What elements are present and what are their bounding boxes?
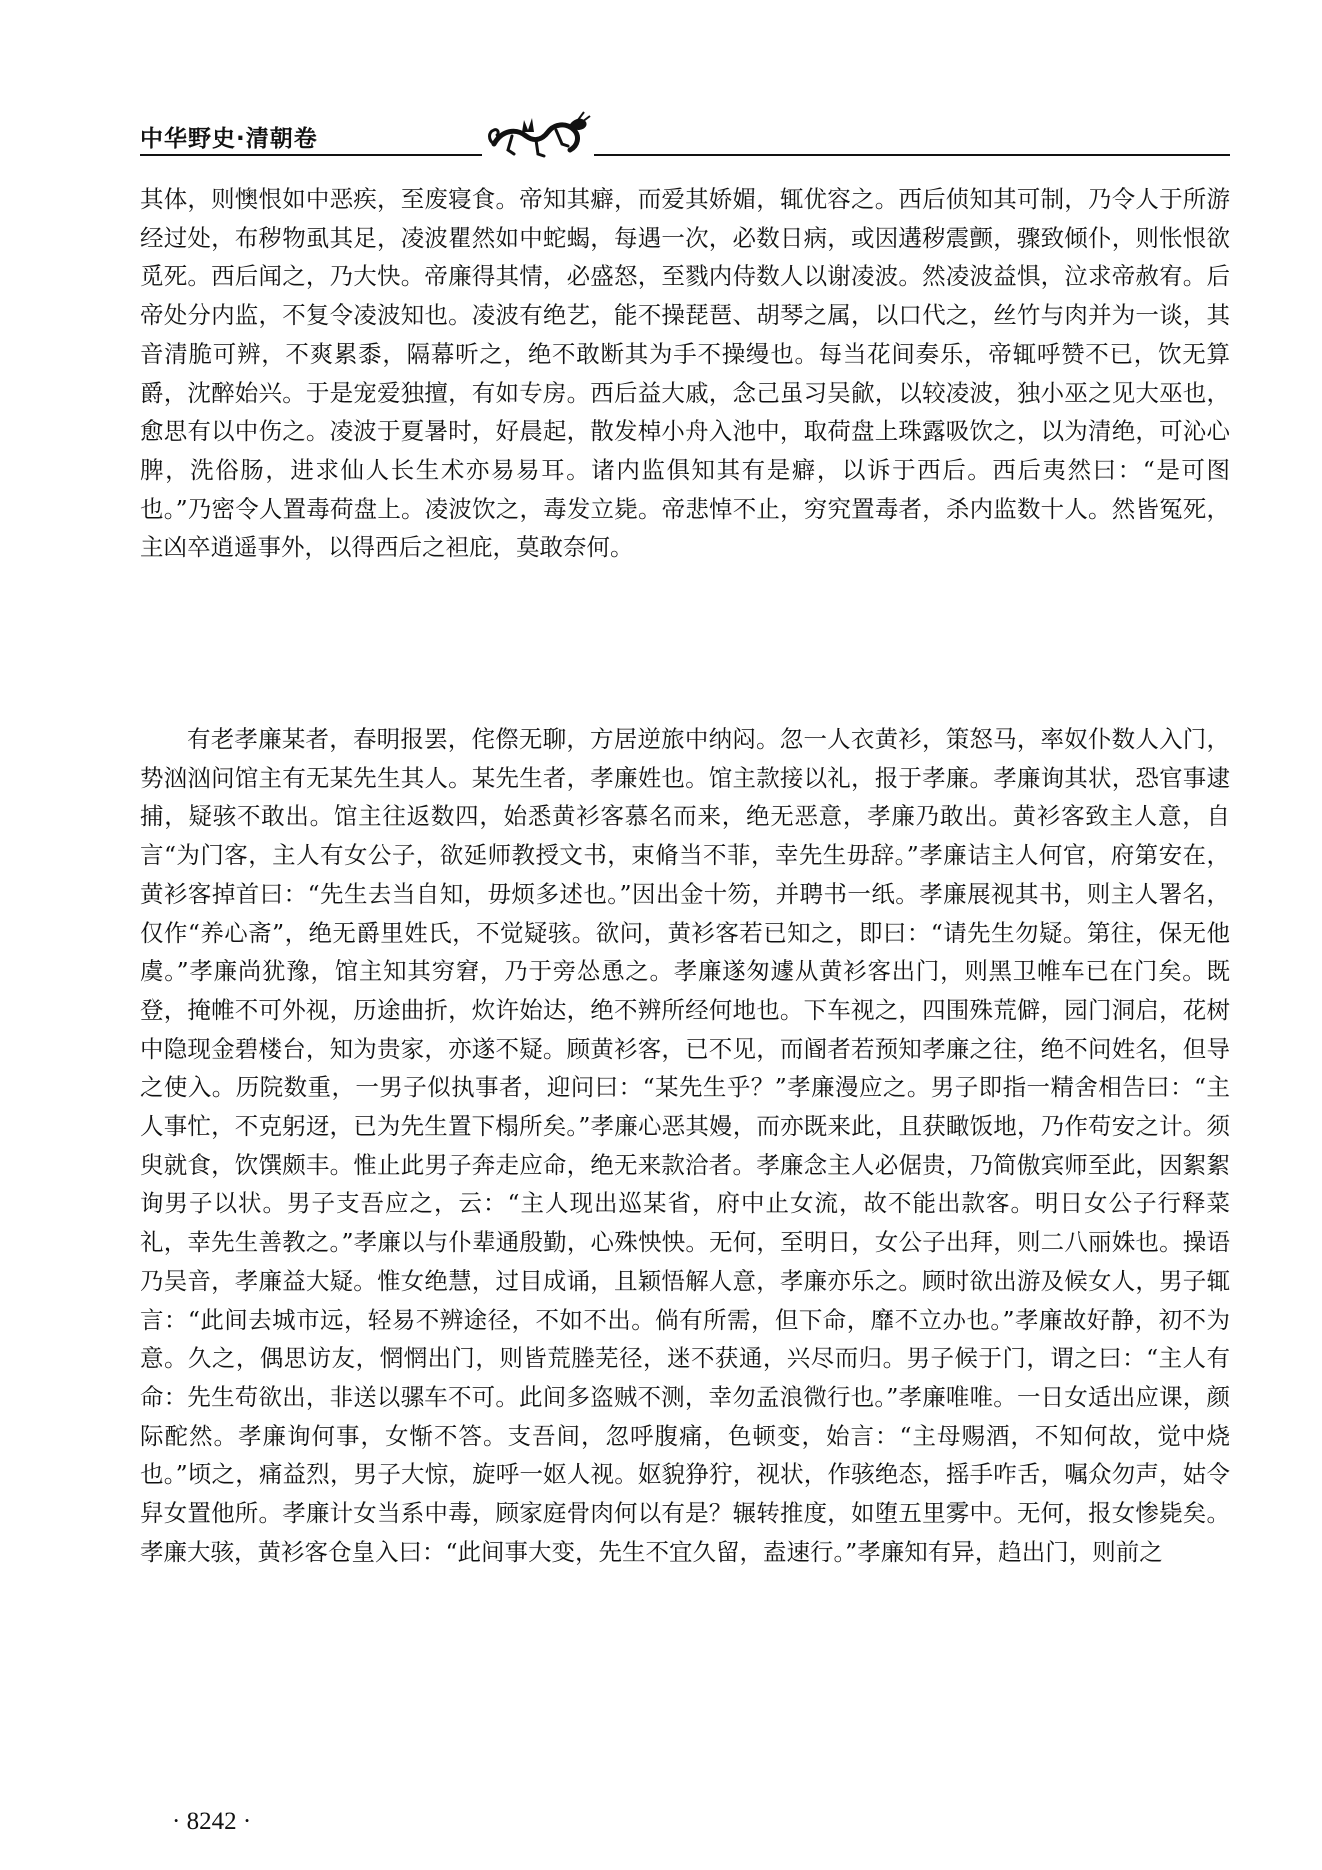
page-number: · 8242 · (172, 1808, 252, 1835)
running-header (140, 118, 1230, 158)
book-title: 中华野史·清朝卷 (140, 126, 318, 152)
paragraph-1: 其体，则懊恨如中恶疾，至废寝食。帝知其癖，而爱其娇媚，辄优容之。西后侦知其可制，乃令人于所游经过处，布秽物虱其足，凌波瞿然如中蛇蝎，每遇一次，必数日病，或因遘秽震颤，骤致倾仆，则怅恨欲觅死。西后闻之，乃大快。帝廉得其情，必盛怒，至戮内侍数人以谢凌波。然凌波益惧，泣求帝赦宥。后帝处分内监，不复令凌波知也。凌波有绝艺，能不操琵琶、胡琴之属，以口代之，丝竹与肉并为一谈，其音清脆可辨，不爽累黍，隔幕听之，绝不敢断其为手不操缦也。每当花间奏乐，帝辄呼赞不已，饮无算爵，沈醉始兴。于是宠爱独擅，有如专房。西后益大戚，念己虽习吴歈，以较凌波，独小巫之见大巫也，愈思有以中伤之。凌波于夏暑时，好晨起，散发棹小舟入池中，取荷盘上珠露吸饮之，以为清绝，可沁心脾，洗俗肠，进求仙人长生术亦易易耳。诸内监俱知其有是癖，以诉于西后。西后夷然曰：“是可图也。”乃密令人置毒荷盘上。凌波饮之，毒发立毙。帝悲悼不止，穷究置毒者，杀内监数十人。然皆冤死，主凶卒逍遥事外，以得西后之袒庇，莫敢奈何。 (140, 185, 1230, 562)
dragon-emblem-icon (482, 106, 594, 164)
header-rule (140, 154, 1230, 156)
paragraph-2: 有老孝廉某者，春明报罢，侘傺无聊，方居逆旅中纳闷。忽一人衣黄衫，策怒马，率奴仆数人入门，势汹汹问馆主有无某先生其人。某先生者，孝廉姓也。馆主款接以礼，报于孝廉。孝廉询其状，恐官事逮捕，疑骇不敢出。馆主往返数四，始悉黄衫客慕名而来，绝无恶意，孝廉乃敢出。黄衫客致主人意，自言“为门客，主人有女公子，欲延师教授文书，束脩当不菲，幸先生毋辞。”孝廉诘主人何官，府第安在，黄衫客掉首曰：“先生去当自知，毋烦多述也。”因出金十笏，并聘书一纸。孝廉展视其书，则主人署名，仅作“养心斋”，绝无爵里姓氏，不觉疑骇。欲问，黄衫客若已知之，即曰：“请先生勿疑。第往，保无他虞。”孝廉尚犹豫，馆主知其穷窘，乃于旁怂恿之。孝廉遂匆遽从黄衫客出门，则黑卫帷车已在门矣。既登，掩帷不可外视，历途曲折，炊许始达，绝不辨所经何地也。下车视之，四围殊荒僻，园门洞启，花树中隐现金碧楼台，知为贵家，亦遂不疑。顾黄衫客，已不见，而阍者若预知孝廉之往，绝不问姓名，但导之使入。历院数重，一男子似执事者，迎问曰：“某先生乎？”孝廉漫应之。男子即指一精舍相告曰：“主人事忙，不克躬迓，已为先生置下榻所矣。”孝廉心恶其嫚，而亦既来此，且获瞰饭地，乃作苟安之计。须臾就食，饮馔颇丰。惟止此男子奔走应命，绝无来款洽者。孝廉念主人必倨贵，乃简傲宾师至此，因絮絮询男子以状。男子支吾应之，云：“主人现出巡某省，府中止女流，故不能出款客。明日女公子行释菜礼，幸先生善教之。”孝廉以与仆辈通殷勤，心殊怏怏。无何，至明日，女公子出拜，则二八丽姝也。操语乃吴音，孝廉益大疑。惟女绝慧，过目成诵，且颖悟解人意，孝廉亦乐之。顾时欲出游及候女人，男子辄言：“此间去城市远，轻易不辨途径，不如不出。倘有所需，但下命，靡不立办也。”孝廉故好静，初不为意。久之，偶思访友，惘惘出门，则皆荒塍芜径，迷不获通，兴尽而归。男子候于门，谓之曰：“主人有命：先生苟欲出，非送以骡车不可。此间多盗贼不测，幸勿孟浪微行也。”孝廉唯唯。一日女适出应课，颜际酡然。孝廉询何事，女惭不答。支吾间，忽呼腹痛，色顿变，始言：“主母赐酒，不知何故，觉中烧也。”顷之，痛益烈，男子大惊，旋呼一妪人视。妪貌狰狞，视状，作骇绝态，摇手咋舌，嘱众勿声，姑令舁女置他所。孝廉计女当系中毒，顾家庭骨肉何以有是？辗转推度，如堕五里雾中。无何，报女惨毙矣。孝廉大骇，黄衫客仓皇入曰：“此间事大变，先生不宜久留，盍速行。”孝廉知有异，趋出门，则前之 (140, 725, 1230, 1566)
